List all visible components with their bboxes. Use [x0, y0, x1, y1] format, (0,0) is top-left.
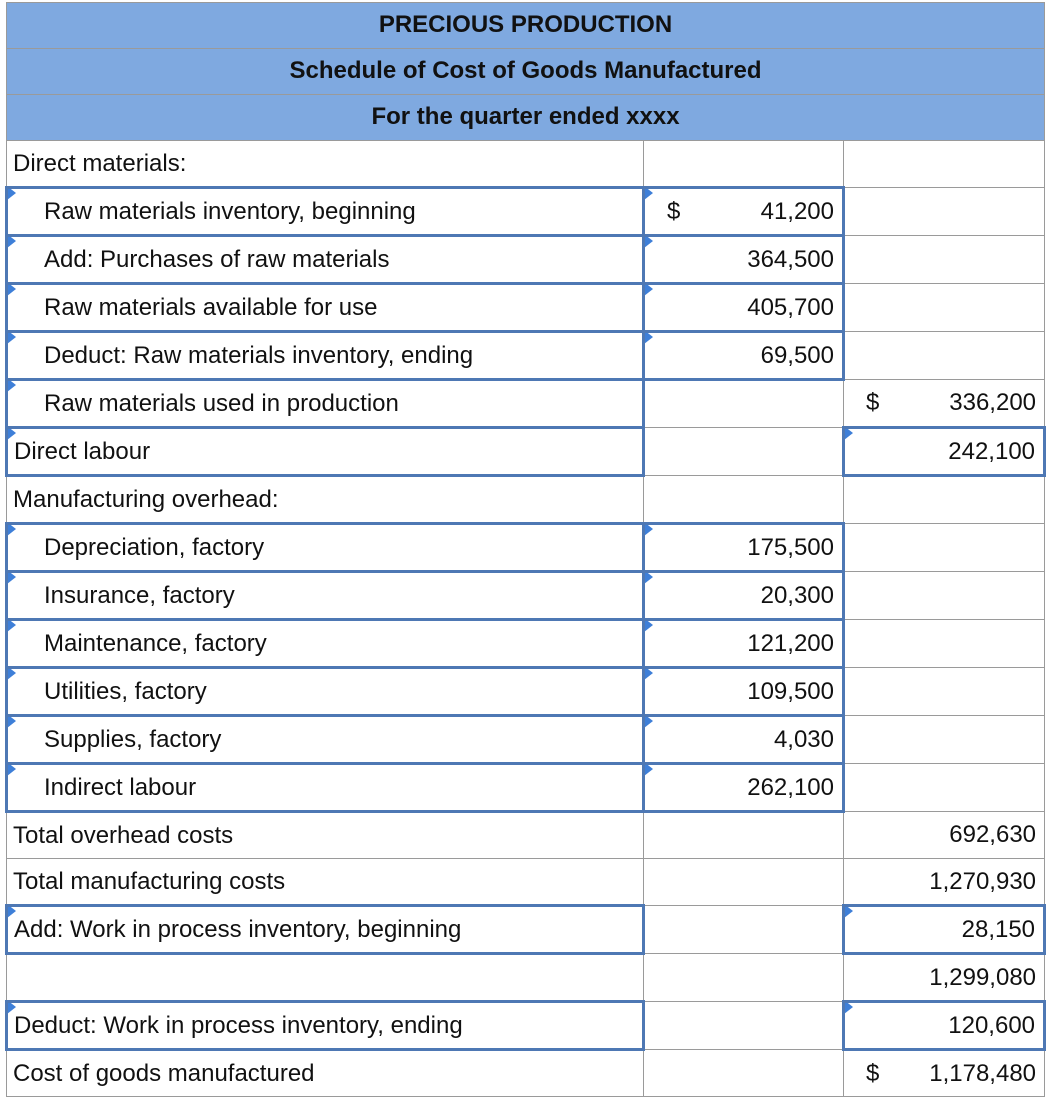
amount-input[interactable]: 121,200	[644, 620, 844, 668]
row-label: Total overhead costs	[7, 812, 644, 859]
statement-title: Schedule of Cost of Goods Manufactured	[7, 49, 1045, 95]
amount-cell	[644, 1050, 844, 1097]
total-cell	[844, 236, 1045, 284]
statement-period: For the quarter ended xxxx	[7, 95, 1045, 141]
amount-input[interactable]: 109,500	[644, 668, 844, 716]
row-label	[7, 954, 644, 1002]
total-cell	[844, 764, 1045, 812]
amount-input[interactable]: 405,700	[644, 284, 844, 332]
company-name: PRECIOUS PRODUCTION	[7, 3, 1045, 49]
total-cell	[844, 572, 1045, 620]
amount-input[interactable]: 69,500	[644, 332, 844, 380]
row-label: Direct materials:	[7, 141, 644, 188]
table-row	[7, 380, 1045, 428]
row-label: Manufacturing overhead:	[7, 476, 644, 524]
row-label-input[interactable]: Direct labour	[7, 428, 644, 476]
amount-cell	[644, 428, 844, 476]
table-row	[7, 716, 1045, 764]
total-cell: 692,630	[844, 812, 1045, 859]
table-row	[7, 859, 1045, 906]
row-label-input[interactable]: Raw materials inventory, beginning	[7, 188, 644, 236]
total-cell: 1,299,080	[844, 954, 1045, 1002]
total-input[interactable]: 120,600	[844, 1002, 1045, 1050]
amount-cell	[644, 906, 844, 954]
header-row-company	[7, 3, 1045, 49]
row-label-input[interactable]: Raw materials used in production	[7, 380, 644, 428]
amount-input[interactable]: 20,300	[644, 572, 844, 620]
row-label: Cost of goods manufactured	[7, 1050, 644, 1097]
total-input[interactable]: 242,100	[844, 428, 1045, 476]
total-cell	[844, 524, 1045, 572]
table-row	[7, 332, 1045, 380]
row-label-input[interactable]: Indirect labour	[7, 764, 644, 812]
row-label-input[interactable]: Add: Purchases of raw materials	[7, 236, 644, 284]
table-row	[7, 476, 1045, 524]
total-cell	[844, 668, 1045, 716]
amount-cell	[644, 954, 844, 1002]
table-row	[7, 524, 1045, 572]
cogm-schedule-table	[5, 2, 1046, 1097]
amount-input[interactable]: 262,100	[644, 764, 844, 812]
table-row	[7, 1050, 1045, 1097]
total-cell	[844, 716, 1045, 764]
row-label-input[interactable]: Raw materials available for use	[7, 284, 644, 332]
row-label-input[interactable]: Depreciation, factory	[7, 524, 644, 572]
table-row	[7, 188, 1045, 236]
table-row	[7, 236, 1045, 284]
amount-input[interactable]: $ 41,200	[644, 188, 844, 236]
total-cell	[844, 332, 1045, 380]
table-row	[7, 428, 1045, 476]
table-row	[7, 906, 1045, 954]
table-row	[7, 620, 1045, 668]
table-row	[7, 572, 1045, 620]
total-cell: 1,270,930	[844, 859, 1045, 906]
amount-cell	[644, 380, 844, 428]
header-row-statement	[7, 49, 1045, 95]
row-label-input[interactable]: Supplies, factory	[7, 716, 644, 764]
amount-cell	[644, 476, 844, 524]
row-label-input[interactable]: Maintenance, factory	[7, 620, 644, 668]
row-label-input[interactable]: Add: Work in process inventory, beginning	[7, 906, 644, 954]
row-label-input[interactable]: Insurance, factory	[7, 572, 644, 620]
table-row	[7, 668, 1045, 716]
total-cell	[844, 620, 1045, 668]
total-cell	[844, 141, 1045, 188]
amount-input[interactable]: 364,500	[644, 236, 844, 284]
total-cell: $ 1,178,480	[844, 1050, 1045, 1097]
amount-input[interactable]: 175,500	[644, 524, 844, 572]
amount-cell	[644, 1002, 844, 1050]
row-label-input[interactable]: Deduct: Work in process inventory, ending	[7, 1002, 644, 1050]
header-row-period	[7, 95, 1045, 141]
total-cell	[844, 476, 1045, 524]
total-cell	[844, 284, 1045, 332]
table-row	[7, 284, 1045, 332]
amount-input[interactable]: 4,030	[644, 716, 844, 764]
amount-cell	[644, 812, 844, 859]
row-label: Total manufacturing costs	[7, 859, 644, 906]
row-label-input[interactable]: Deduct: Raw materials inventory, ending	[7, 332, 644, 380]
total-input[interactable]: 28,150	[844, 906, 1045, 954]
table-row	[7, 812, 1045, 859]
amount-cell	[644, 859, 844, 906]
amount-cell	[644, 141, 844, 188]
table-row	[7, 764, 1045, 812]
row-label-input[interactable]: Utilities, factory	[7, 668, 644, 716]
table-row	[7, 141, 1045, 188]
table-row	[7, 1002, 1045, 1050]
total-cell	[844, 188, 1045, 236]
table-row	[7, 954, 1045, 1002]
total-cell: $ 336,200	[844, 380, 1045, 428]
